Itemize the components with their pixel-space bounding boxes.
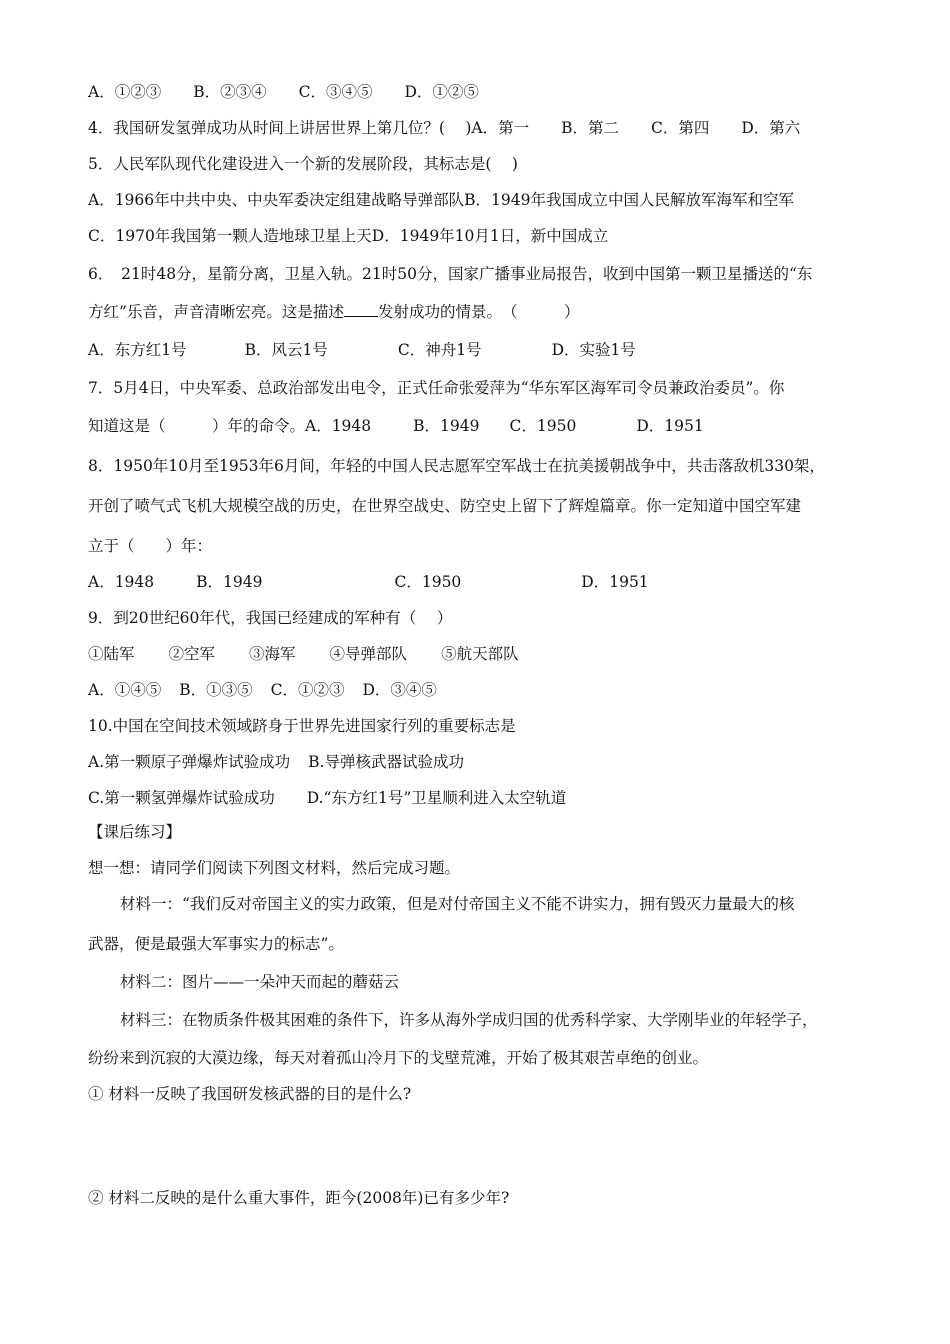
question-text: 10.中国在空间技术领域跻身于世界先进国家行列的重要标志是 [88,717,516,735]
option-a: A.第一颗原子弹爆炸试验成功 [88,753,291,771]
question-8-cont2 [88,536,212,556]
q5-options-cd [88,226,608,246]
material-2 [120,972,399,992]
material-text: 材料一：“我们反对帝国主义的实力政策，但是对付帝国主义不能不讲实力，拥有毁灭力量最大的核 [120,895,795,913]
item: ①陆军 [88,645,135,663]
item: ⑤航天部队 [441,645,519,663]
option-a: A．①②③ [88,83,162,101]
section-heading [88,822,181,842]
option-text: C．1970年我国第一颗人造地球卫星上天D．1949年10月1日，新中国成立 [88,227,609,245]
option-c: C．1950 [394,573,462,591]
question-text: 方红”乐音，声音清晰宏亮。这是描述 [88,303,344,321]
item: ②空军 [168,645,216,663]
question-text: 知道这是（ ）年的命令。A．1948 [88,417,372,435]
question-text: 7．5月4日，中央军委、总政治部发出电令，正式任命张爱萍为“华东军区海军司令员兼政治委员”。你 [88,379,785,397]
option-b: B．1949 [413,417,480,435]
exercise-question-1 [88,1084,411,1104]
material-text: 纷纷来到沉寂的大漠边缘，每天对着孤山冷月下的戈壁荒滩，开始了极其艰苦卓绝的创业。 [88,1049,709,1067]
question-5 [88,154,518,174]
material-1 [120,894,794,914]
q9-options [88,680,437,700]
question-text: ① 材料一反映了我国研发核武器的目的是什么? [88,1085,412,1103]
q8-options [88,572,649,592]
question-6 [88,264,812,284]
question-7-cont [88,416,704,436]
question-text: 开创了喷气式飞机大规模空战的历史，在世界空战史、防空史上留下了辉煌篇章。你一定知道中国空军建 [88,497,802,515]
question-text: 5．人民军队现代化建设进入一个新的发展阶段，其标志是( ) [88,155,518,173]
option-d: D．第六 [741,119,801,137]
question-text: 6． 21时48分，星箭分离，卫星入轨。21时50分，国家广播事业局报告，收到中国第一颗卫星播送的“东 [88,265,813,283]
option-c: C．③④⑤ [298,83,373,101]
question-text: 发射成功的情景。 （ ） [377,303,580,321]
option-c: C．第四 [650,119,710,137]
option-b: B．第二 [561,119,619,137]
option-d: D．③④⑤ [362,681,437,699]
option-b: B．②③④ [193,83,267,101]
question-text: 8．1950年10月至1953年6月间，年轻的中国人民志愿军空军战士在抗美援朝战争中，共击落敌机330架， [88,457,825,475]
option-b: B．1949 [196,573,263,591]
material-text: 武器，便是最强大军事实力的标志”。 [88,935,344,953]
question-7 [88,378,784,398]
q6-options [88,340,636,360]
material-text: 材料二：图片——一朵冲天而起的蘑菇云 [120,973,400,991]
option-d: D．①②⑤ [404,83,479,101]
q5-options-ab [88,190,794,210]
option-a: A．①④⑤ [88,681,162,699]
question-8 [88,456,825,476]
option-d: D．1951 [581,573,649,591]
option-d: D．1951 [636,417,704,435]
material-1-cont [88,934,344,954]
instruction-text: 想一想：请同学们阅读下列图文材料，然后完成习题。 [88,859,461,877]
exercise-question-2 [88,1188,509,1208]
option-b: B．风云1号 [244,341,328,359]
material-3-cont [88,1048,708,1068]
item: ④导弹部队 [329,645,408,663]
option-c: C.第一颗氢弹爆炸试验成功 [88,789,275,807]
option-c: C．1950 [509,417,577,435]
option-d: D.“东方红1号”卫星顺利进入太空轨道 [306,789,567,807]
option-a: A．1948 [88,573,155,591]
question-text: 9．到20世纪60年代，我国已经建成的军种有（ ） [88,609,453,627]
q3-options [88,82,479,102]
q10-options-ab [88,752,464,772]
option-c: C．①②③ [270,681,345,699]
option-b: B．①③⑤ [179,681,253,699]
material-text: 材料三：在物质条件极其困难的条件下，许多从海外学成归国的优秀科学家、大学刚毕业的年轻学子， [120,1011,818,1029]
question-text: 立于（ ）年： [88,537,213,555]
question-8-cont [88,496,801,516]
question-6-cont [88,302,579,322]
question-text: 4．我国研发氢弹成功从时间上讲居世界上第几位？( )A．第一 [88,119,530,137]
option-c: C．神舟1号 [397,341,482,359]
material-3 [120,1010,818,1030]
option-b: B.导弹核武器试验成功 [308,753,464,771]
section-title: 【课后练习】 [88,823,182,841]
item: ③海军 [249,645,296,663]
q9-items [88,644,519,664]
question-10 [88,716,516,736]
instruction [88,858,460,878]
question-text: ② 材料二反映的是什么重大事件，距今(2008年)已有多少年? [88,1189,510,1207]
option-d: D．实验1号 [551,341,636,359]
option-a: A．东方红1号 [88,341,187,359]
option-text: A．1966年中共中央、中央军委决定组建战略导弹部队B．1949年我国成立中国人民解放军海军和空军 [88,191,794,209]
answer-blank [344,302,378,317]
question-4 [88,118,800,138]
question-9 [88,608,452,628]
q10-options-cd [88,788,566,808]
